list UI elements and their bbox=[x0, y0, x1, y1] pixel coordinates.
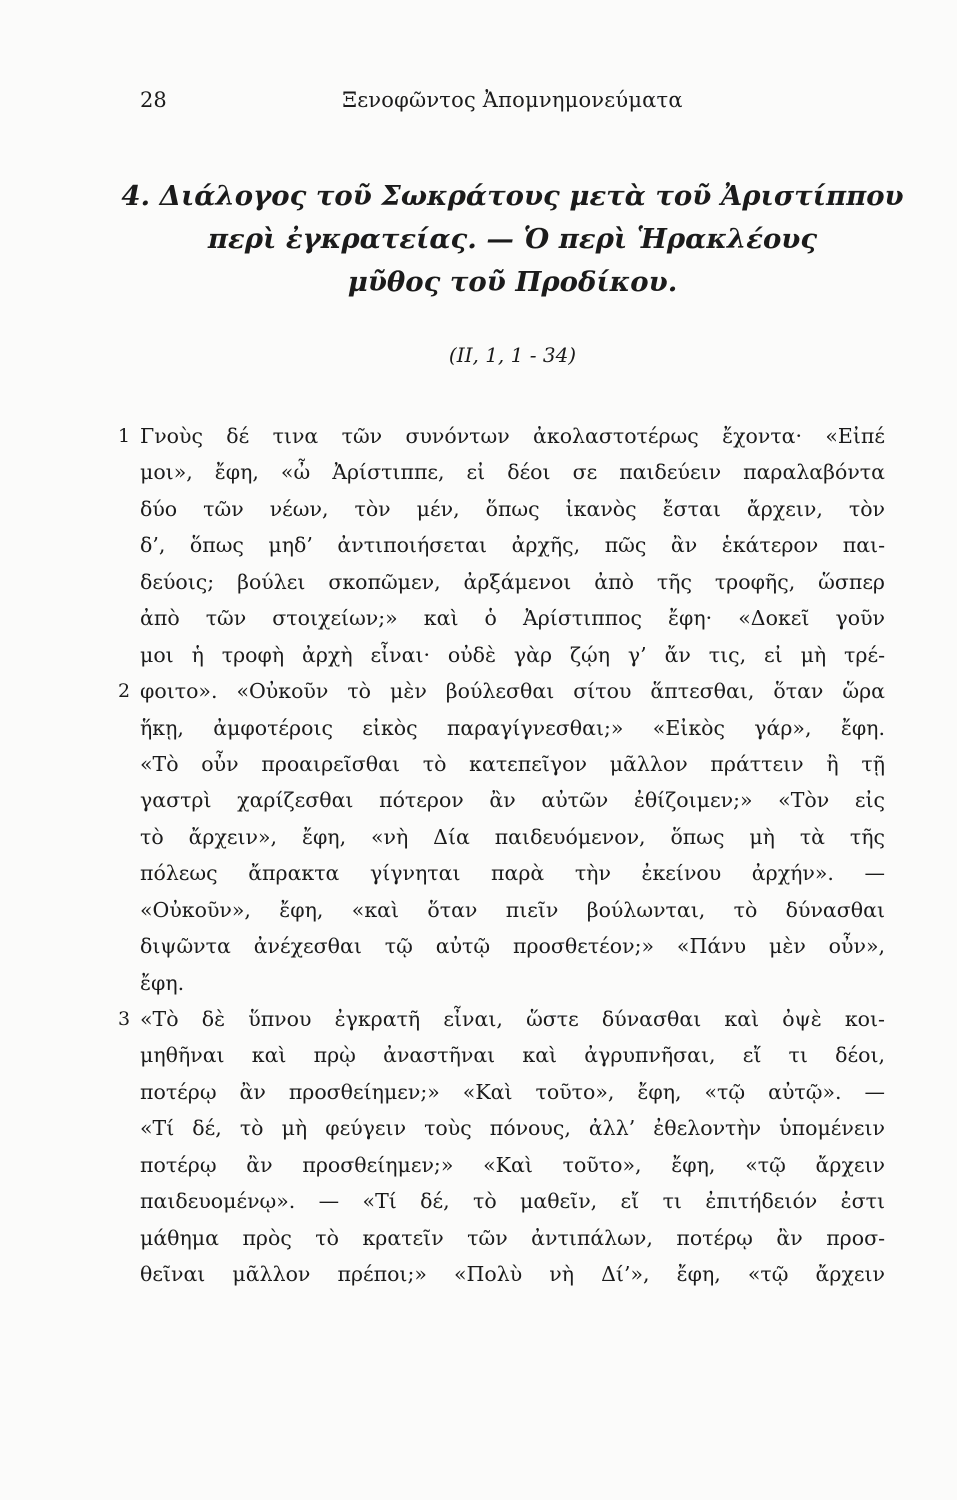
text-line bbox=[0, 673, 957, 709]
line-text: μοι», ἔφη, «ὦ Ἀρίστιππε, εἰ δέοι σε παιδεύειν παραλαβόντα bbox=[140, 460, 885, 485]
chapter-title bbox=[120, 175, 905, 304]
line-text: «Οὐκοῦν», ἔφη, «καὶ ὅταν πιεῖν βούλωνται, τὸ δύνασθαι bbox=[140, 897, 885, 922]
text-line bbox=[0, 637, 957, 673]
line-text: τὸ ἄρχειν», ἔφη, «νὴ Δία παιδευόμενον, ὅπως μὴ τὰ τῆς bbox=[140, 824, 885, 849]
section-number: 1 bbox=[118, 425, 131, 447]
line-text: θεῖναι μᾶλλον πρέποι;» «Πολὺ νὴ Δί’», ἔφη, «τῷ ἄρχειν bbox=[140, 1262, 885, 1287]
line-text: ποτέρῳ ἂν προσθείημεν;» «Καὶ τοῦτο», ἔφη, «τῷ αὐτῷ». — bbox=[140, 1079, 885, 1104]
running-head bbox=[140, 85, 885, 115]
text-line bbox=[0, 1183, 957, 1219]
text-line bbox=[0, 819, 957, 855]
text-line bbox=[0, 491, 957, 527]
text-line bbox=[0, 1001, 957, 1037]
text-line bbox=[0, 892, 957, 928]
passage-reference: (II, 1, 1 - 34) bbox=[448, 343, 577, 367]
section-number: 2 bbox=[118, 680, 131, 703]
text-line bbox=[0, 418, 957, 454]
line-text: ἥκῃ, ἀμφοτέροις εἰκὸς παραγίγνεσθαι;» «Εἰκὸς γάρ», ἔφη. bbox=[140, 715, 885, 740]
line-text: πόλεως ἄπρακτα γίγνηται παρὰ τὴν ἐκείνου ἀρχήν». — bbox=[140, 861, 885, 886]
text-line bbox=[0, 855, 957, 891]
text-line bbox=[0, 454, 957, 490]
line-text: «Τί δέ, τὸ μὴ φεύγειν τοὺς πόνους, ἀλλ’ ἐθελοντὴν ὑπομένειν bbox=[140, 1116, 885, 1141]
chapter-title-line: περὶ ἐγκρατείας. — Ὁ περὶ Ἡρακλέους bbox=[207, 223, 818, 255]
line-text: δ’, ὅπως μηδ’ ἀντιποιήσεται ἀρχῆς, πῶς ἂν ἑκάτερον παι- bbox=[140, 533, 885, 558]
running-title: Ξενοφῶντος Ἀπομνημονεύματα bbox=[342, 88, 683, 112]
text-line bbox=[0, 746, 957, 782]
text-line bbox=[0, 1110, 957, 1146]
line-text: γαστρὶ χαρίζεσθαι πότερον ἂν αὐτῶν ἐθίζοιμεν;» «Τὸν εἰς bbox=[140, 788, 885, 813]
section-number: 3 bbox=[118, 1008, 131, 1030]
text-line bbox=[0, 928, 957, 964]
line-text: μάθημα πρὸς τὸ κρατεῖν τῶν ἀντιπάλων, ποτέρῳ ἂν προσ- bbox=[140, 1225, 885, 1250]
line-text: «Τὸ δὲ ὕπνου ἐγκρατῆ εἶναι, ὥστε δύνασθαι καὶ ὀψὲ κοι- bbox=[140, 1007, 885, 1031]
chapter-title-line: 4. Διάλογος τοῦ Σωκράτους μετὰ τοῦ Ἀριστίππου bbox=[121, 180, 904, 212]
text-line bbox=[0, 600, 957, 636]
line-text: μηθῆναι καὶ πρῲ ἀναστῆναι καὶ ἀγρυπνῆσαι, εἴ τι δέοι, bbox=[140, 1043, 885, 1068]
text-line bbox=[0, 1074, 957, 1110]
text-line bbox=[0, 1147, 957, 1183]
line-text: φοιτο». «Οὐκοῦν τὸ μὲν βούλεσθαι σίτου ἅπτεσθαι, ὅταν ὥρα bbox=[140, 679, 885, 704]
text-line bbox=[0, 564, 957, 600]
line-text: ποτέρῳ ἂν προσθείημεν;» «Καὶ τοῦτο», ἔφη, «τῷ ἄρχειν bbox=[140, 1152, 885, 1177]
body-text bbox=[0, 418, 957, 1293]
line-text: ἔφη. bbox=[140, 970, 185, 995]
line-text: διψῶντα ἀνέχεσθαι τῷ αὐτῷ προσθετέον;» «Πάνυ μὲν οὖν», bbox=[140, 934, 885, 959]
line-text: παιδευομένῳ». — «Τί δέ, τὸ μαθεῖν, εἴ τι ἐπιτήδειόν ἐστι bbox=[140, 1189, 885, 1214]
chapter-title-line: μῦθος τοῦ Προδίκου. bbox=[347, 266, 678, 298]
text-line bbox=[0, 965, 957, 1001]
line-text: δύο τῶν νέων, τὸν μέν, ὅπως ἱκανὸς ἔσται ἄρχειν, τὸν bbox=[140, 496, 885, 521]
text-line bbox=[0, 710, 957, 746]
line-text: μοι ἡ τροφὴ ἀρχὴ εἶναι· οὐδὲ γὰρ ζῴη γ’ ἄν τις, εἰ μὴ τρέ- bbox=[140, 642, 885, 667]
text-line bbox=[0, 1037, 957, 1073]
line-text: δεύοις; βούλει σκοπῶμεν, ἀρξάμενοι ἀπὸ τῆς τροφῆς, ὥσπερ bbox=[140, 569, 885, 594]
text-line bbox=[0, 1256, 957, 1292]
page-number: 28 bbox=[140, 88, 167, 112]
text-line bbox=[0, 527, 957, 563]
text-line bbox=[0, 1220, 957, 1256]
text-line bbox=[0, 782, 957, 818]
line-text: ἀπὸ τῶν στοιχείων;» καὶ ὁ Ἀρίστιππος ἔφη· «Δοκεῖ γοῦν bbox=[140, 606, 885, 631]
line-text: Γνοὺς δέ τινα τῶν συνόντων ἀκολαστοτέρως ἔχοντα· «Εἰπέ bbox=[140, 424, 885, 448]
line-text: «Τὸ οὖν προαιρεῖσθαι τὸ κατεπεῖγον μᾶλλον πράττειν ἢ τῇ bbox=[140, 751, 885, 776]
